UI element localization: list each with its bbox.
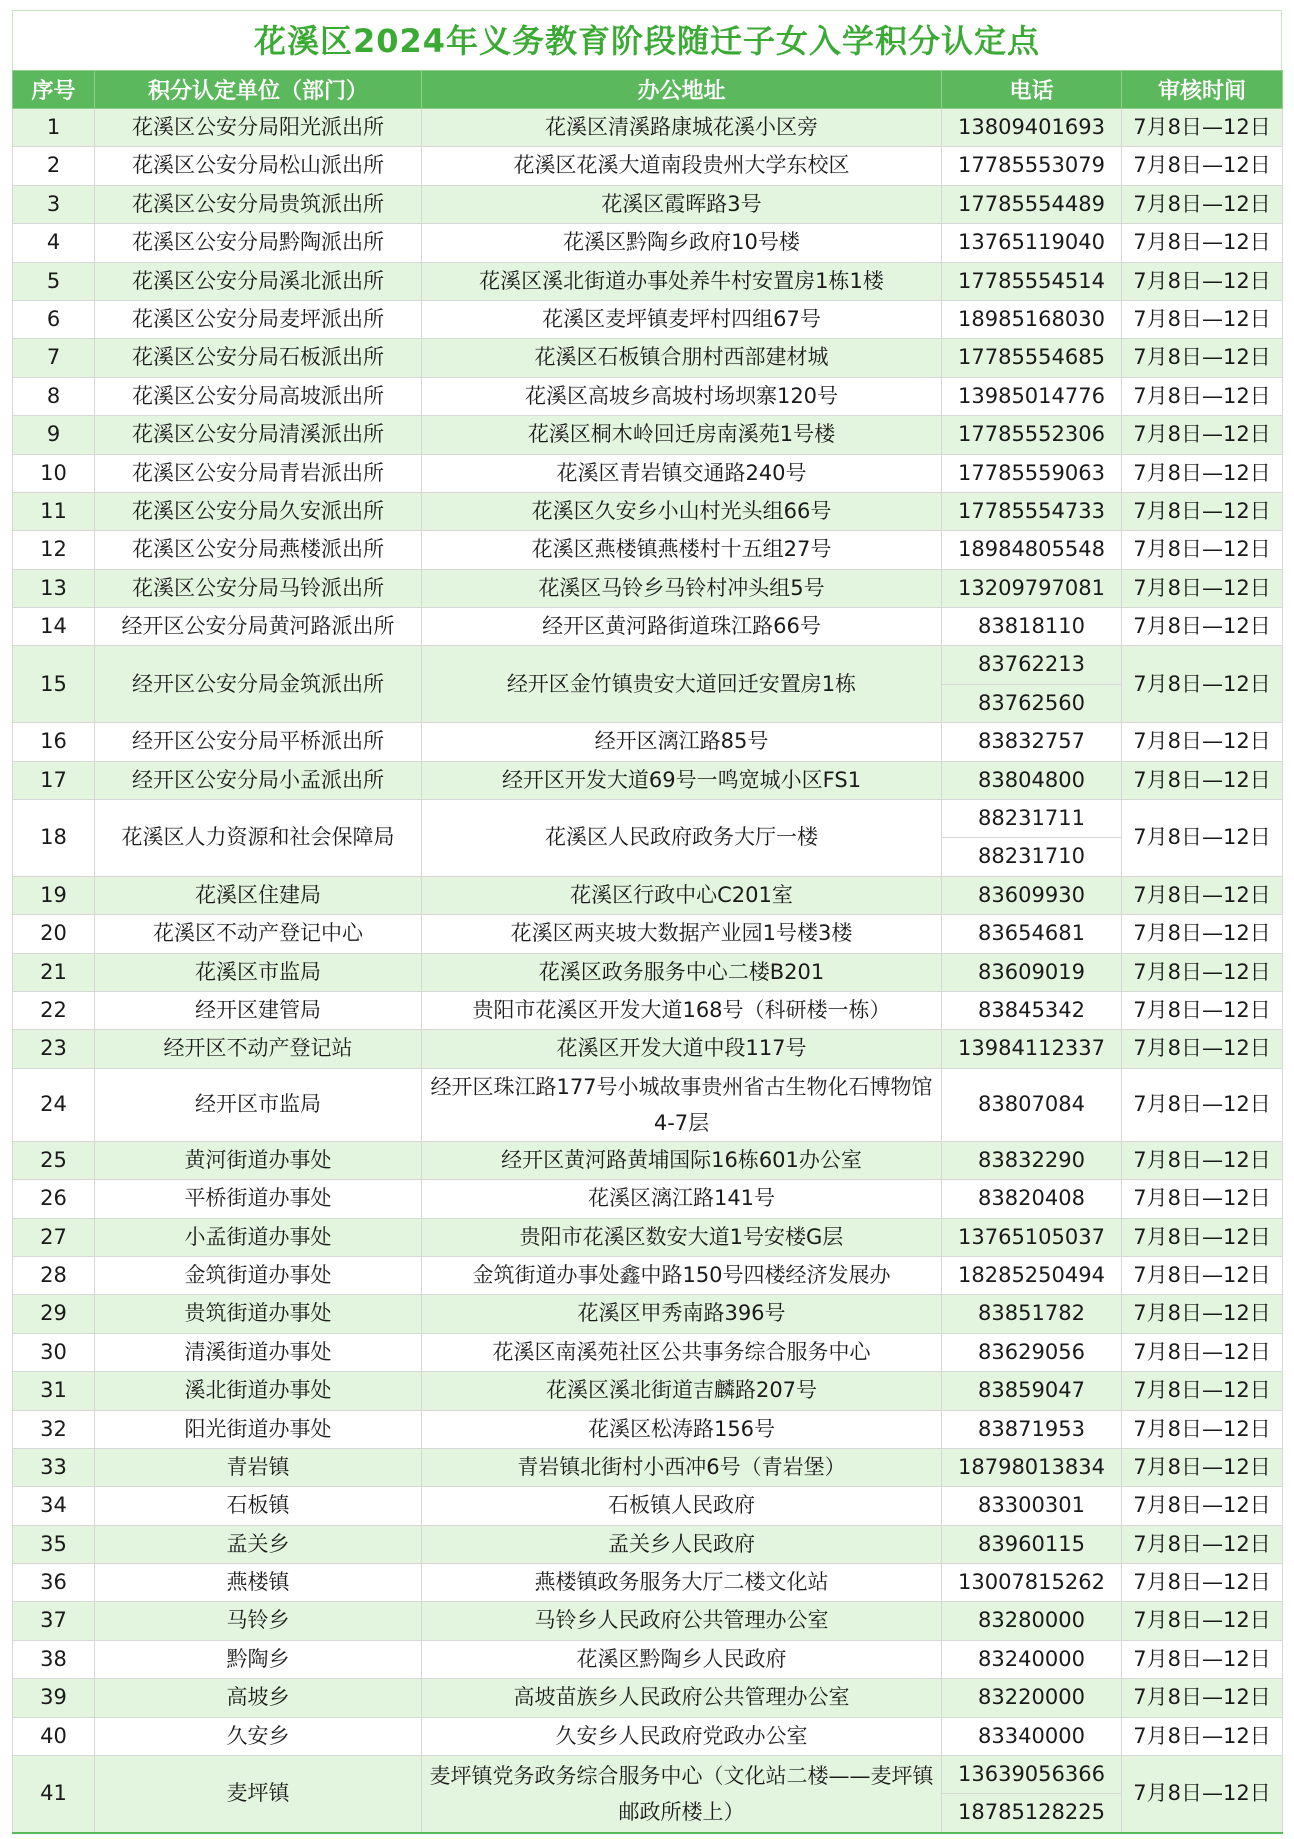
time-cell: 7月8日—12日 — [1122, 1410, 1283, 1448]
table-row — [13, 1640, 1283, 1678]
address-cell: 经开区黄河路街道珠江路66号 — [422, 608, 942, 646]
address-cell: 花溪区溪北街道办事处养牛村安置房1栋1楼 — [422, 262, 942, 300]
row-number: 32 — [13, 1410, 95, 1448]
table-row — [13, 454, 1283, 492]
time-cell: 7月8日—12日 — [1122, 569, 1283, 607]
time-cell: 7月8日—12日 — [1122, 1372, 1283, 1410]
row-number: 27 — [13, 1218, 95, 1256]
unit-cell: 经开区公安分局平桥派出所 — [95, 723, 422, 761]
row-number: 6 — [13, 300, 95, 338]
unit-cell: 花溪区公安分局燕楼派出所 — [95, 531, 422, 569]
address-cell: 青岩镇北街村小西冲6号（青岩堡） — [422, 1448, 942, 1486]
unit-cell: 石板镇 — [95, 1487, 422, 1525]
row-number: 4 — [13, 224, 95, 262]
phone-cell: 13985014776 — [942, 377, 1122, 415]
address-cell: 贵阳市花溪区开发大道168号（科研楼一栋） — [422, 991, 942, 1029]
row-number: 15 — [13, 646, 95, 723]
unit-cell: 花溪区公安分局麦坪派出所 — [95, 300, 422, 338]
phone-cell: 13984112337 — [942, 1030, 1122, 1068]
time-cell: 7月8日—12日 — [1122, 300, 1283, 338]
table-row — [13, 147, 1283, 185]
table-body — [13, 109, 1283, 1833]
unit-cell: 麦坪镇 — [95, 1756, 422, 1833]
phone-cell: 13765105037 — [942, 1218, 1122, 1256]
address-cell: 花溪区开发大道中段117号 — [422, 1030, 942, 1068]
table-row — [13, 915, 1283, 953]
table-row — [13, 300, 1283, 338]
row-number: 12 — [13, 531, 95, 569]
address-cell: 经开区金竹镇贵安大道回迁安置房1栋 — [422, 646, 942, 723]
row-number: 29 — [13, 1295, 95, 1333]
row-number: 38 — [13, 1640, 95, 1678]
table-row — [13, 339, 1283, 377]
header-row — [13, 71, 1283, 109]
table-row — [13, 531, 1283, 569]
table-row — [13, 1564, 1283, 1602]
phone-cell: 83762560 — [942, 684, 1122, 722]
phone-cell: 18785128225 — [942, 1794, 1122, 1833]
row-number: 41 — [13, 1756, 95, 1833]
address-cell: 经开区漓江路85号 — [422, 723, 942, 761]
phone-cell: 83845342 — [942, 991, 1122, 1029]
phone-cell: 17785554733 — [942, 492, 1122, 530]
phone-cell: 83609019 — [942, 953, 1122, 991]
phone-cell: 83340000 — [942, 1717, 1122, 1755]
row-number: 39 — [13, 1679, 95, 1717]
unit-cell: 高坡乡 — [95, 1679, 422, 1717]
row-number: 36 — [13, 1564, 95, 1602]
phone-cell: 17785554685 — [942, 339, 1122, 377]
time-cell: 7月8日—12日 — [1122, 492, 1283, 530]
table-row — [13, 1410, 1283, 1448]
time-cell: 7月8日—12日 — [1122, 723, 1283, 761]
time-cell: 7月8日—12日 — [1122, 608, 1283, 646]
address-cell: 经开区珠江路177号小城故事贵州省古生物化石博物馆4-7层 — [422, 1068, 942, 1141]
phone-cell: 83654681 — [942, 915, 1122, 953]
address-cell: 花溪区青岩镇交通路240号 — [422, 454, 942, 492]
time-cell: 7月8日—12日 — [1122, 1295, 1283, 1333]
address-cell: 经开区黄河路黄埔国际16栋601办公室 — [422, 1141, 942, 1179]
time-cell: 7月8日—12日 — [1122, 1218, 1283, 1256]
time-cell: 7月8日—12日 — [1122, 1068, 1283, 1141]
time-cell: 7月8日—12日 — [1122, 1141, 1283, 1179]
row-number: 13 — [13, 569, 95, 607]
table-row — [13, 723, 1283, 761]
table-row — [13, 377, 1283, 415]
unit-cell: 花溪区公安分局阳光派出所 — [95, 109, 422, 147]
table-row — [13, 1256, 1283, 1294]
table-row — [13, 1448, 1283, 1486]
table-row — [13, 991, 1283, 1029]
phone-cell: 83220000 — [942, 1679, 1122, 1717]
row-number: 16 — [13, 723, 95, 761]
table-row — [13, 1679, 1283, 1717]
phone-cell: 13765119040 — [942, 224, 1122, 262]
row-number: 37 — [13, 1602, 95, 1640]
table-row — [13, 1218, 1283, 1256]
phone-cell: 83804800 — [942, 761, 1122, 799]
time-cell: 7月8日—12日 — [1122, 147, 1283, 185]
address-cell: 花溪区燕楼镇燕楼村十五组27号 — [422, 531, 942, 569]
unit-cell: 燕楼镇 — [95, 1564, 422, 1602]
table-row — [13, 761, 1283, 799]
unit-cell: 黄河街道办事处 — [95, 1141, 422, 1179]
header-no: 序号 — [13, 71, 95, 109]
row-number: 21 — [13, 953, 95, 991]
address-cell: 花溪区桐木岭回迁房南溪苑1号楼 — [422, 416, 942, 454]
row-number: 3 — [13, 185, 95, 223]
unit-cell: 花溪区公安分局马铃派出所 — [95, 569, 422, 607]
table-row — [13, 1180, 1283, 1218]
phone-cell: 83240000 — [942, 1640, 1122, 1678]
row-number: 40 — [13, 1717, 95, 1755]
row-number: 20 — [13, 915, 95, 953]
phone-cell: 13809401693 — [942, 109, 1122, 147]
table-row — [13, 262, 1283, 300]
table-row — [13, 1756, 1283, 1794]
table-row — [13, 1030, 1283, 1068]
time-cell: 7月8日—12日 — [1122, 1564, 1283, 1602]
row-number: 9 — [13, 416, 95, 454]
unit-cell: 青岩镇 — [95, 1448, 422, 1486]
phone-cell: 17785554489 — [942, 185, 1122, 223]
phone-cell: 83832757 — [942, 723, 1122, 761]
page-title: 花溪区2024年义务教育阶段随迁子女入学积分认定点 — [12, 10, 1282, 70]
table-row — [13, 492, 1283, 530]
address-cell: 燕楼镇政务服务大厅二楼文化站 — [422, 1564, 942, 1602]
phone-cell: 83859047 — [942, 1372, 1122, 1410]
unit-cell: 溪北街道办事处 — [95, 1372, 422, 1410]
row-number: 18 — [13, 800, 95, 877]
unit-cell: 花溪区公安分局青岩派出所 — [95, 454, 422, 492]
row-number: 19 — [13, 876, 95, 914]
time-cell: 7月8日—12日 — [1122, 876, 1283, 914]
address-cell: 金筑街道办事处鑫中路150号四楼经济发展办 — [422, 1256, 942, 1294]
time-cell: 7月8日—12日 — [1122, 224, 1283, 262]
time-cell: 7月8日—12日 — [1122, 416, 1283, 454]
address-cell: 麦坪镇党务政务综合服务中心（文化站二楼——麦坪镇邮政所楼上） — [422, 1756, 942, 1833]
unit-cell: 花溪区公安分局溪北派出所 — [95, 262, 422, 300]
address-cell: 花溪区南溪苑社区公共事务综合服务中心 — [422, 1333, 942, 1371]
time-cell: 7月8日—12日 — [1122, 185, 1283, 223]
time-cell: 7月8日—12日 — [1122, 531, 1283, 569]
time-cell: 7月8日—12日 — [1122, 1333, 1283, 1371]
row-number: 11 — [13, 492, 95, 530]
phone-cell: 13007815262 — [942, 1564, 1122, 1602]
unit-cell: 花溪区公安分局黔陶派出所 — [95, 224, 422, 262]
unit-cell: 经开区市监局 — [95, 1068, 422, 1141]
unit-cell: 经开区建管局 — [95, 991, 422, 1029]
phone-cell: 88231711 — [942, 800, 1122, 838]
unit-cell: 花溪区公安分局高坡派出所 — [95, 377, 422, 415]
phone-cell: 83280000 — [942, 1602, 1122, 1640]
registration-table — [12, 70, 1283, 1834]
address-cell: 花溪区政务服务中心二楼B201 — [422, 953, 942, 991]
unit-cell: 平桥街道办事处 — [95, 1180, 422, 1218]
time-cell: 7月8日—12日 — [1122, 1256, 1283, 1294]
phone-cell: 83629056 — [942, 1333, 1122, 1371]
phone-cell: 83832290 — [942, 1141, 1122, 1179]
unit-cell: 阳光街道办事处 — [95, 1410, 422, 1448]
unit-cell: 花溪区公安分局松山派出所 — [95, 147, 422, 185]
address-cell: 久安乡人民政府党政办公室 — [422, 1717, 942, 1755]
unit-cell: 清溪街道办事处 — [95, 1333, 422, 1371]
table-row — [13, 1068, 1283, 1141]
address-cell: 花溪区霞晖路3号 — [422, 185, 942, 223]
phone-cell: 83807084 — [942, 1068, 1122, 1141]
unit-cell: 花溪区住建局 — [95, 876, 422, 914]
row-number: 26 — [13, 1180, 95, 1218]
time-cell: 7月8日—12日 — [1122, 1487, 1283, 1525]
time-cell: 7月8日—12日 — [1122, 1525, 1283, 1563]
table-row — [13, 800, 1283, 838]
unit-cell: 花溪区公安分局石板派出所 — [95, 339, 422, 377]
phone-cell: 83300301 — [942, 1487, 1122, 1525]
unit-cell: 小孟街道办事处 — [95, 1218, 422, 1256]
address-cell: 花溪区溪北街道吉麟路207号 — [422, 1372, 942, 1410]
address-cell: 花溪区漓江路141号 — [422, 1180, 942, 1218]
table-row — [13, 224, 1283, 262]
unit-cell: 花溪区公安分局清溪派出所 — [95, 416, 422, 454]
phone-cell: 83818110 — [942, 608, 1122, 646]
time-cell: 7月8日—12日 — [1122, 454, 1283, 492]
address-cell: 石板镇人民政府 — [422, 1487, 942, 1525]
address-cell: 花溪区甲秀南路396号 — [422, 1295, 942, 1333]
time-cell: 7月8日—12日 — [1122, 339, 1283, 377]
time-cell: 7月8日—12日 — [1122, 1679, 1283, 1717]
unit-cell: 久安乡 — [95, 1717, 422, 1755]
phone-cell: 13639056366 — [942, 1756, 1122, 1794]
address-cell: 花溪区马铃乡马铃村冲头组5号 — [422, 569, 942, 607]
address-cell: 花溪区黔陶乡政府10号楼 — [422, 224, 942, 262]
time-cell: 7月8日—12日 — [1122, 761, 1283, 799]
table-row — [13, 1333, 1283, 1371]
time-cell: 7月8日—12日 — [1122, 953, 1283, 991]
table-row — [13, 876, 1283, 914]
row-number: 2 — [13, 147, 95, 185]
row-number: 23 — [13, 1030, 95, 1068]
unit-cell: 花溪区公安分局久安派出所 — [95, 492, 422, 530]
table-row — [13, 1717, 1283, 1755]
phone-cell: 18798013834 — [942, 1448, 1122, 1486]
time-cell: 7月8日—12日 — [1122, 1640, 1283, 1678]
phone-cell: 18985168030 — [942, 300, 1122, 338]
table-row — [13, 1602, 1283, 1640]
address-cell: 花溪区黔陶乡人民政府 — [422, 1640, 942, 1678]
phone-cell: 83762213 — [942, 646, 1122, 684]
time-cell: 7月8日—12日 — [1122, 1448, 1283, 1486]
table-row — [13, 646, 1283, 684]
unit-cell: 花溪区市监局 — [95, 953, 422, 991]
row-number: 33 — [13, 1448, 95, 1486]
address-cell: 孟关乡人民政府 — [422, 1525, 942, 1563]
time-cell: 7月8日—12日 — [1122, 109, 1283, 147]
time-cell: 7月8日—12日 — [1122, 1717, 1283, 1755]
unit-cell: 孟关乡 — [95, 1525, 422, 1563]
time-cell: 7月8日—12日 — [1122, 1180, 1283, 1218]
row-number: 25 — [13, 1141, 95, 1179]
address-cell: 贵阳市花溪区数安大道1号安楼G层 — [422, 1218, 942, 1256]
row-number: 22 — [13, 991, 95, 1029]
phone-cell: 13209797081 — [942, 569, 1122, 607]
row-number: 5 — [13, 262, 95, 300]
row-number: 10 — [13, 454, 95, 492]
table-row — [13, 109, 1283, 147]
table-row — [13, 416, 1283, 454]
address-cell: 花溪区石板镇合朋村西部建材城 — [422, 339, 942, 377]
unit-cell: 经开区不动产登记站 — [95, 1030, 422, 1068]
unit-cell: 黔陶乡 — [95, 1640, 422, 1678]
time-cell: 7月8日—12日 — [1122, 1030, 1283, 1068]
phone-cell: 88231710 — [942, 838, 1122, 876]
row-number: 31 — [13, 1372, 95, 1410]
row-number: 28 — [13, 1256, 95, 1294]
table-row — [13, 608, 1283, 646]
unit-cell: 花溪区公安分局贵筑派出所 — [95, 185, 422, 223]
phone-cell: 83851782 — [942, 1295, 1122, 1333]
unit-cell: 经开区公安分局黄河路派出所 — [95, 608, 422, 646]
unit-cell: 花溪区人力资源和社会保障局 — [95, 800, 422, 877]
table-row — [13, 185, 1283, 223]
time-cell: 7月8日—12日 — [1122, 915, 1283, 953]
address-cell: 花溪区松涛路156号 — [422, 1410, 942, 1448]
address-cell: 花溪区花溪大道南段贵州大学东校区 — [422, 147, 942, 185]
address-cell: 花溪区高坡乡高坡村场坝寨120号 — [422, 377, 942, 415]
header-address: 办公地址 — [422, 71, 942, 109]
unit-cell: 金筑街道办事处 — [95, 1256, 422, 1294]
row-number: 1 — [13, 109, 95, 147]
address-cell: 马铃乡人民政府公共管理办公室 — [422, 1602, 942, 1640]
address-cell: 花溪区清溪路康城花溪小区旁 — [422, 109, 942, 147]
unit-cell: 贵筑街道办事处 — [95, 1295, 422, 1333]
row-number: 7 — [13, 339, 95, 377]
table-row — [13, 1525, 1283, 1563]
table-row — [13, 1295, 1283, 1333]
unit-cell: 花溪区不动产登记中心 — [95, 915, 422, 953]
address-cell: 花溪区两夹坡大数据产业园1号楼3楼 — [422, 915, 942, 953]
phone-cell: 17785554514 — [942, 262, 1122, 300]
header-unit: 积分认定单位（部门） — [95, 71, 422, 109]
row-number: 35 — [13, 1525, 95, 1563]
table-row — [13, 1487, 1283, 1525]
header-time: 审核时间 — [1122, 71, 1283, 109]
row-number: 17 — [13, 761, 95, 799]
row-number: 34 — [13, 1487, 95, 1525]
phone-cell: 18984805548 — [942, 531, 1122, 569]
address-cell: 高坡苗族乡人民政府公共管理办公室 — [422, 1679, 942, 1717]
phone-cell: 17785552306 — [942, 416, 1122, 454]
time-cell: 7月8日—12日 — [1122, 800, 1283, 877]
time-cell: 7月8日—12日 — [1122, 377, 1283, 415]
time-cell: 7月8日—12日 — [1122, 1756, 1283, 1833]
time-cell: 7月8日—12日 — [1122, 1602, 1283, 1640]
unit-cell: 经开区公安分局金筑派出所 — [95, 646, 422, 723]
time-cell: 7月8日—12日 — [1122, 262, 1283, 300]
address-cell: 花溪区久安乡小山村光头组66号 — [422, 492, 942, 530]
phone-cell: 83871953 — [942, 1410, 1122, 1448]
document-sheet — [12, 10, 1282, 1834]
time-cell: 7月8日—12日 — [1122, 646, 1283, 723]
table-row — [13, 953, 1283, 991]
row-number: 14 — [13, 608, 95, 646]
address-cell: 花溪区行政中心C201室 — [422, 876, 942, 914]
unit-cell: 经开区公安分局小孟派出所 — [95, 761, 422, 799]
address-cell: 经开区开发大道69号一鸣宽城小区FS1 — [422, 761, 942, 799]
address-cell: 花溪区人民政府政务大厅一楼 — [422, 800, 942, 877]
table-row — [13, 569, 1283, 607]
time-cell: 7月8日—12日 — [1122, 991, 1283, 1029]
phone-cell: 18285250494 — [942, 1256, 1122, 1294]
phone-cell: 83960115 — [942, 1525, 1122, 1563]
row-number: 30 — [13, 1333, 95, 1371]
phone-cell: 83820408 — [942, 1180, 1122, 1218]
address-cell: 花溪区麦坪镇麦坪村四组67号 — [422, 300, 942, 338]
table-row — [13, 1141, 1283, 1179]
unit-cell: 马铃乡 — [95, 1602, 422, 1640]
table-row — [13, 1372, 1283, 1410]
row-number: 8 — [13, 377, 95, 415]
phone-cell: 17785559063 — [942, 454, 1122, 492]
phone-cell: 83609930 — [942, 876, 1122, 914]
row-number: 24 — [13, 1068, 95, 1141]
phone-cell: 17785553079 — [942, 147, 1122, 185]
header-phone: 电话 — [942, 71, 1122, 109]
